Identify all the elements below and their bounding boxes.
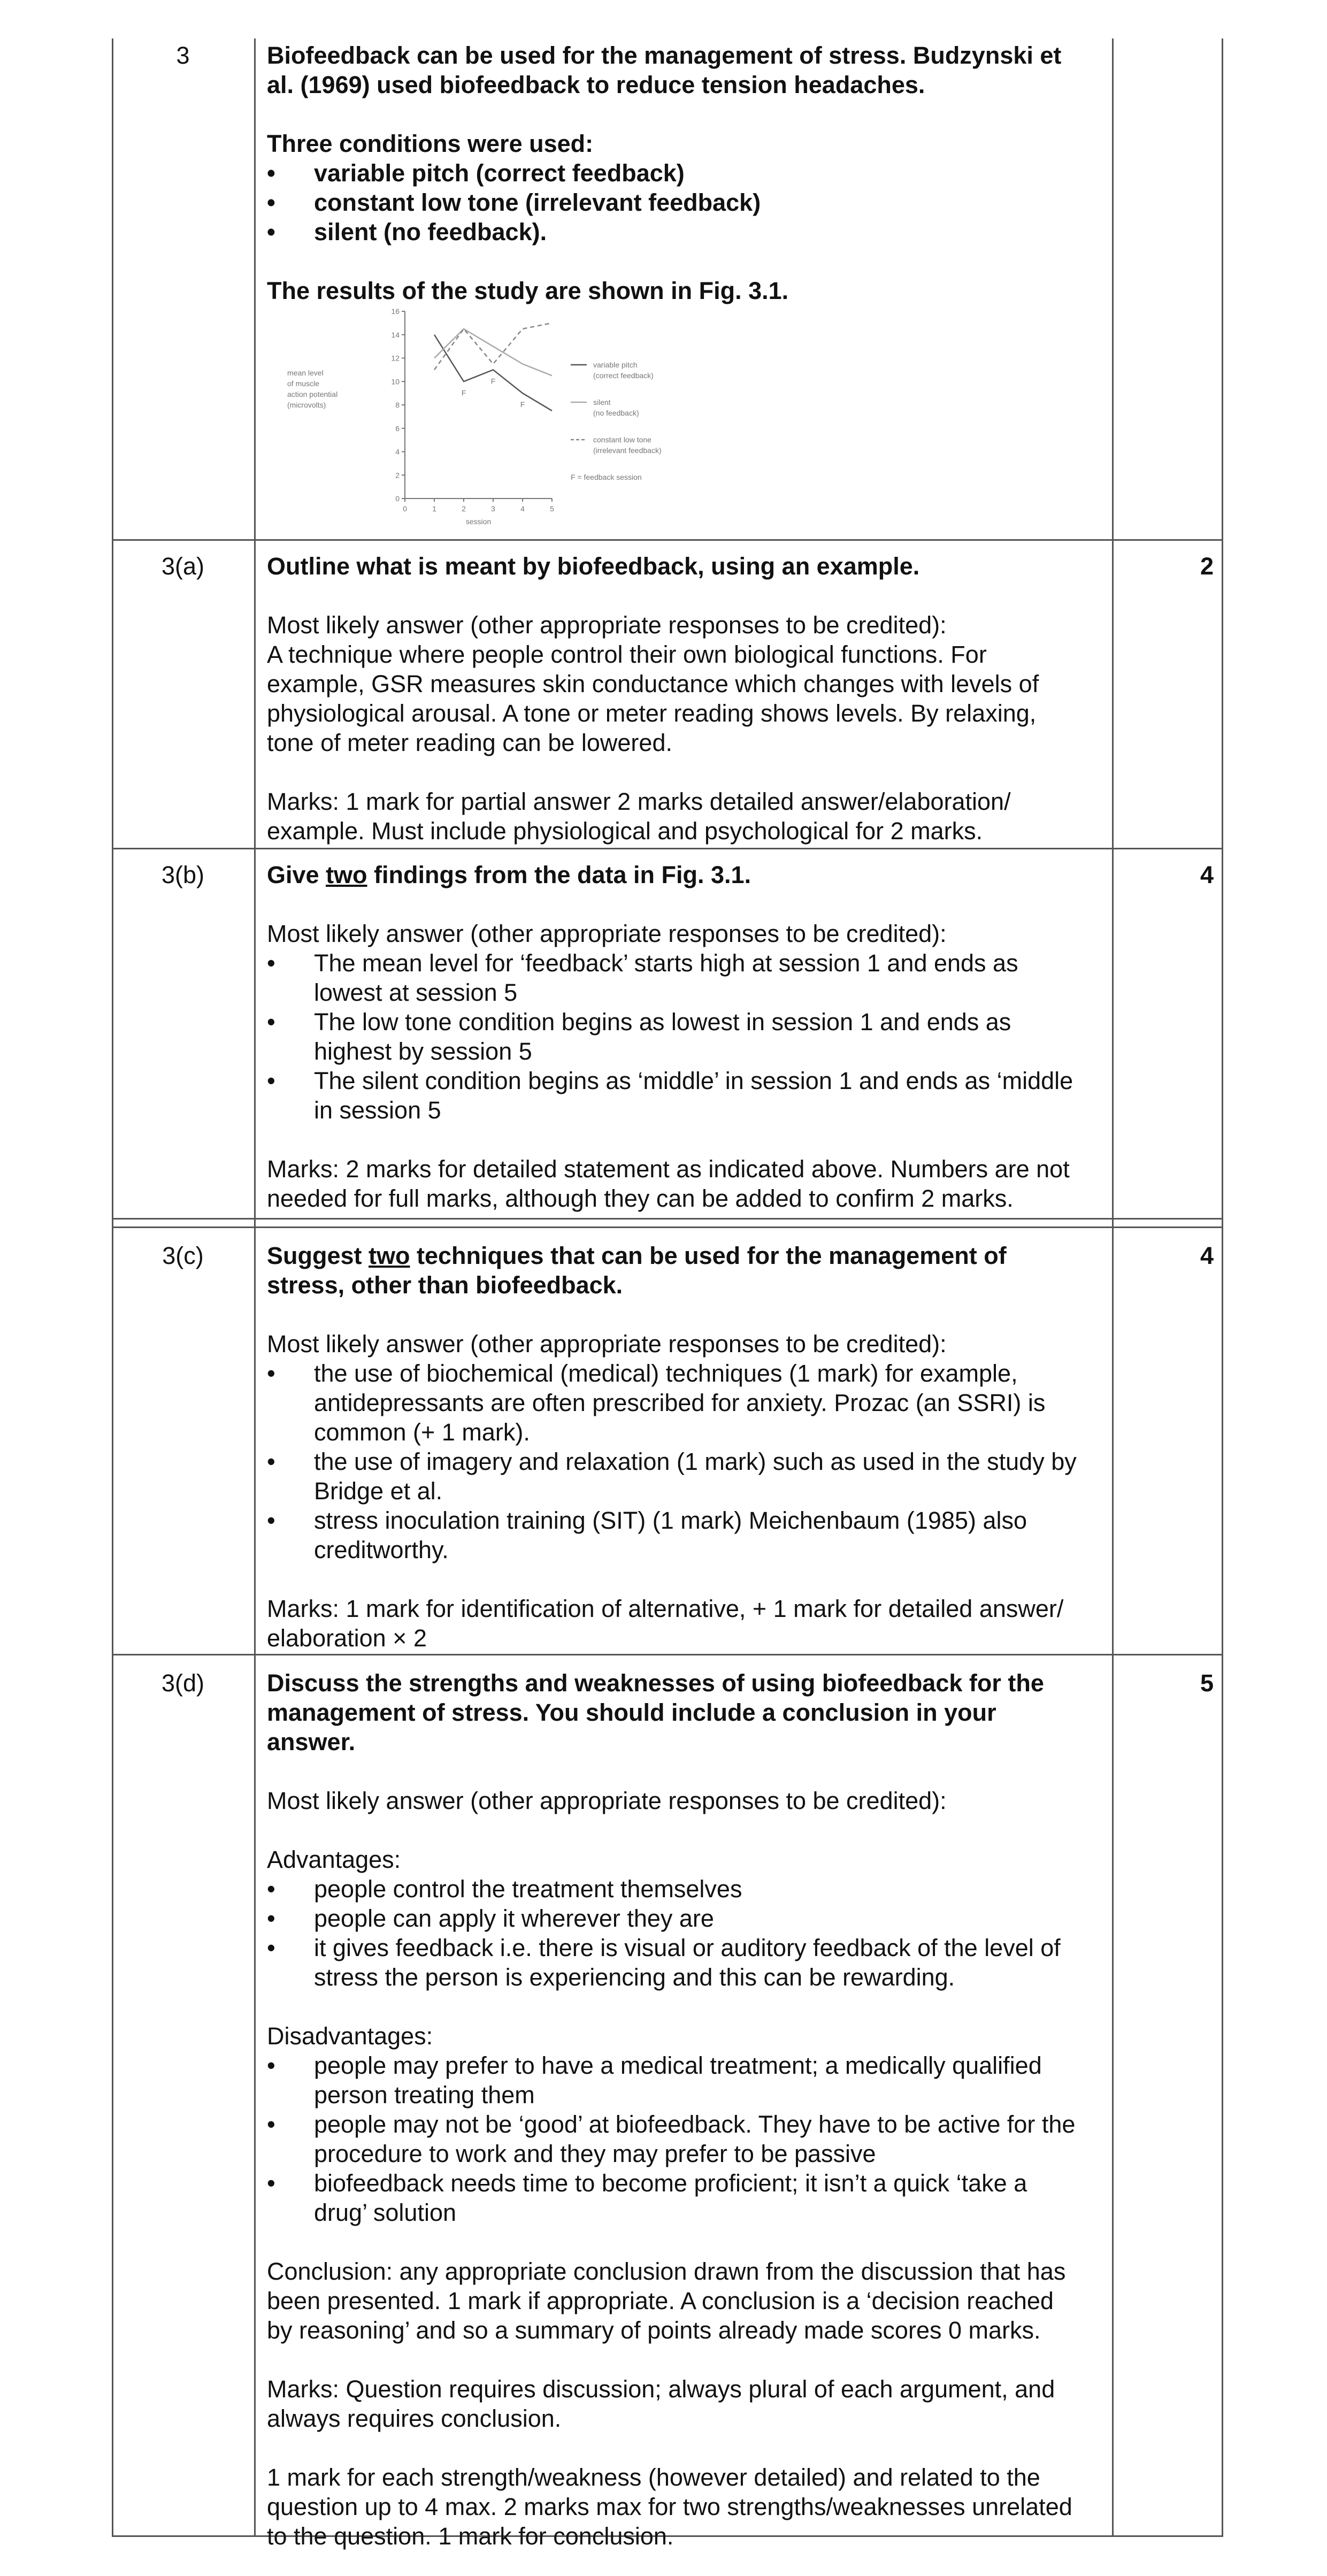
y-tick-label: 10 <box>391 377 400 386</box>
answer-intro: Most likely answer (other appropriate responses to be credited): <box>267 611 947 639</box>
question-number: 3(a) <box>161 553 205 580</box>
techniques-list <box>267 1359 1214 1565</box>
feedback-marker: F <box>490 377 496 386</box>
list-item: • The low tone condition begins as lowest in session 1 and ends as highest by session 5 <box>267 1008 1011 1065</box>
table-border-right <box>1222 39 1223 2536</box>
marks-value: 2 <box>1200 553 1214 580</box>
marking-line: needed for full marks, although they can be added to confirm 2 marks. <box>267 1185 1014 1212</box>
y-tick-label: 6 <box>395 424 400 433</box>
question-3-content <box>267 41 1214 305</box>
marks-value: 4 <box>1200 861 1214 888</box>
list-item: • variable pitch (correct feedback) <box>267 159 685 187</box>
question-text: Give two findings from the data in Fig. 3.1. <box>267 861 751 888</box>
fig-3-1-chart <box>282 306 699 531</box>
conclusion-line: been presented. 1 mark if appropriate. A conclusion is a ‘decision reached <box>267 2287 1054 2314</box>
y-tick-label: 8 <box>395 401 400 409</box>
findings-list <box>267 948 1214 1125</box>
marking-line: example. Must include physiological and psychological for 2 marks. <box>267 817 983 845</box>
advantages-list <box>267 1874 1214 1992</box>
y-tick-label: 14 <box>391 330 400 339</box>
answer-line: A technique where people control their own biological functions. For <box>267 641 987 668</box>
table-divider-qnum <box>254 39 256 2536</box>
conditions-intro: Three conditions were used: <box>267 130 594 157</box>
legend-label: (correct feedback) <box>593 371 654 380</box>
legend-label: variable pitch <box>593 361 638 369</box>
marks-note-line: Marks: Question requires discussion; always plural of each argument, and <box>267 2375 1055 2403</box>
list-item: • The mean level for ‘feedback’ starts high at session 1 and ends as lowest at session 5 <box>267 949 1018 1006</box>
question-number: 3(d) <box>161 1669 205 1697</box>
question-number: 3(b) <box>161 861 205 888</box>
row-divider-3c-a <box>112 1218 1223 1220</box>
marking-line: Marks: 1 mark for identification of alternative, + 1 mark for detailed answer/ <box>267 1595 1064 1622</box>
question-3d-content <box>267 1668 1214 2551</box>
y-tick-label: 12 <box>391 354 400 363</box>
list-item: • The silent condition begins as ‘middle’ in session 1 and ends as ‘middle in session 5 <box>267 1067 1073 1124</box>
y-tick-label: 16 <box>391 307 400 316</box>
feedback-marker: F <box>461 388 466 397</box>
y-tick-label: 2 <box>395 471 400 480</box>
results-intro: The results of the study are shown in Fig. 3.1. <box>267 277 789 304</box>
marks-value: 4 <box>1200 1242 1214 1269</box>
legend-label: F = feedback session <box>571 473 642 481</box>
stem-line-2: al. (1969) used biofeedback to reduce tension headaches. <box>267 71 925 98</box>
list-item: • people may prefer to have a medical treatment; a medically qualified person treating them <box>267 2052 1042 2109</box>
answer-intro: Most likely answer (other appropriate responses to be credited): <box>267 920 947 947</box>
question-3c-content <box>267 1241 1214 1653</box>
marks-value: 5 <box>1200 1669 1214 1697</box>
conditions-list <box>267 158 1214 247</box>
stem-line-1: Biofeedback can be used for the management of stress. Budzynski et <box>267 42 1062 69</box>
list-item: • it gives feedback i.e. there is visual or auditory feedback of the level of stress the person is experiencing and this can be rewarding. <box>267 1934 1061 1991</box>
question-number: 3(c) <box>162 1242 204 1269</box>
x-tick-label: 4 <box>520 504 525 513</box>
list-item: • people can apply it wherever they are <box>267 1905 714 1932</box>
question-number: 3 <box>176 42 190 69</box>
row-divider-3b <box>112 848 1223 849</box>
answer-line: physiological arousal. A tone or meter reading shows levels. By relaxing, <box>267 700 1037 727</box>
list-item: • people may not be ‘good’ at biofeedback. They have to be active for the procedure to work and they may prefer to be passive <box>267 2111 1076 2167</box>
marks-note-line: always requires conclusion. <box>267 2405 562 2432</box>
question-text: management of stress. You should include a conclusion in your <box>267 1699 996 1726</box>
question-text-line-2: stress, other than biofeedback. <box>267 1271 623 1299</box>
answer-intro: Most likely answer (other appropriate responses to be credited): <box>267 1330 947 1358</box>
marking-line: Marks: 2 marks for detailed statement as indicated above. Numbers are not <box>267 1155 1070 1183</box>
row-divider-3c-b <box>112 1226 1223 1228</box>
row-divider-3a <box>112 539 1223 541</box>
x-tick-label: 5 <box>550 504 554 513</box>
y-axis-label-line: action potential <box>287 390 338 398</box>
list-item: • constant low tone (irrelevant feedback) <box>267 189 761 216</box>
question-text: Suggest two techniques that can be used for the management of <box>267 1242 1007 1269</box>
feedback-marker: F <box>520 400 525 409</box>
answer-intro: Most likely answer (other appropriate responses to be credited): <box>267 1787 947 1814</box>
question-3b-content <box>267 860 1214 1213</box>
y-axis-label-line: of muscle <box>287 379 319 388</box>
x-tick-label: 1 <box>432 504 436 513</box>
marks-detail-line: 1 mark for each strength/weakness (however detailed) and related to the <box>267 2464 1040 2491</box>
legend-label: (no feedback) <box>593 409 639 417</box>
table-border-left <box>112 39 113 2536</box>
disadvantages-title: Disadvantages: <box>267 2022 433 2050</box>
list-item: • the use of biochemical (medical) techniques (1 mark) for example, antidepressants are often prescribed for anxiety. Prozac (an SSRI) is common (+ 1 mark). <box>267 1360 1046 1446</box>
question-text: answer. <box>267 1728 356 1755</box>
x-tick-label: 3 <box>491 504 495 513</box>
conclusion-line: by reasoning’ and so a summary of points already made scores 0 marks. <box>267 2317 1041 2344</box>
legend-label: constant low tone <box>593 435 651 444</box>
list-item: • people control the treatment themselves <box>267 1875 742 1903</box>
conclusion-line: Conclusion: any appropriate conclusion drawn from the discussion that has <box>267 2258 1066 2285</box>
x-tick-label: 0 <box>403 504 407 513</box>
legend-label: (irrelevant feedback) <box>593 446 662 455</box>
marks-detail-line: to the question. 1 mark for conclusion. <box>267 2523 674 2550</box>
question-text: Outline what is meant by biofeedback, using an example. <box>267 553 920 580</box>
marking-line: Marks: 1 mark for partial answer 2 marks detailed answer/elaboration/ <box>267 788 1011 815</box>
series-line-2 <box>434 329 552 376</box>
y-tick-label: 0 <box>395 494 400 503</box>
list-item: • stress inoculation training (SIT) (1 mark) Meichenbaum (1985) also creditworthy. <box>267 1507 1027 1563</box>
marking-line: elaboration × 2 <box>267 1624 427 1652</box>
legend-label: silent <box>593 398 611 407</box>
list-item: • biofeedback needs time to become proficient; it isn’t a quick ‘take a drug’ solution <box>267 2169 1027 2226</box>
y-axis-label-line: (microvolts) <box>287 401 326 409</box>
marks-detail-line: question up to 4 max. 2 marks max for two strengths/weaknesses unrelated <box>267 2493 1072 2520</box>
y-tick-label: 4 <box>395 447 400 456</box>
y-axis-label-line: mean level <box>287 369 324 377</box>
x-axis-label: session <box>465 517 492 526</box>
x-tick-label: 2 <box>462 504 466 513</box>
list-item: • silent (no feedback). <box>267 218 547 246</box>
answer-line: example, GSR measures skin conductance which changes with levels of <box>267 670 1039 697</box>
answer-line: tone of meter reading can be lowered. <box>267 729 672 756</box>
disadvantages-list <box>267 2051 1214 2227</box>
advantages-title: Advantages: <box>267 1846 401 1873</box>
list-item: • the use of imagery and relaxation (1 mark) such as used in the study by Bridge et al. <box>267 1448 1077 1505</box>
row-divider-3d <box>112 1654 1223 1655</box>
question-3a-content <box>267 551 1214 846</box>
question-text: Discuss the strengths and weaknesses of using biofeedback for the <box>267 1669 1044 1697</box>
